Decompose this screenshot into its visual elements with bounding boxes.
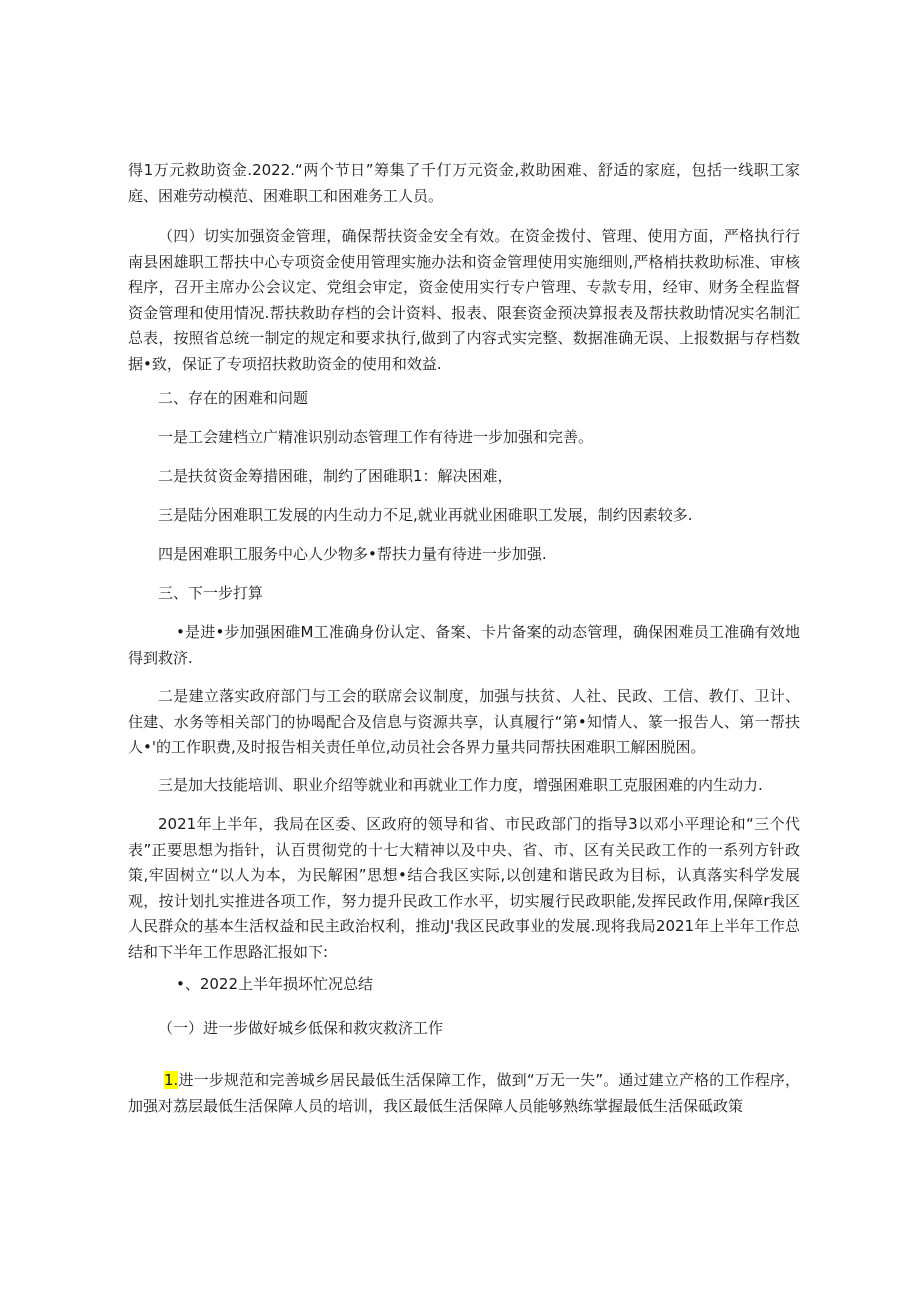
paragraph-next-3: 三是加大技能培训、职业介绍等就业和再就业工作力度，增强困难职工克服困难的内生动力. xyxy=(158,776,763,794)
paragraph-section-4: （四）切实加强资金管理，确保帮扶资金安全有效。在资金拨付、管理、使用方面，严格执行行南县困雄职工帮扶中心专项资金使用管理实施办法和资金管理使用实施细则,严格梢扶救助标准、审核程序，召开主席办公会议定、党组会审定，资金使用实行专户管理、专款专用，经审、财务全程监督资金管理和使用情况.帮扶救助存档的会计资料、报表、限套资金预决算报表及帮扶救助情况实名制汇总表，按照省总统一制定的规定和要求执行,做到了内容式实完整、数据准确无误、上报数据与存档数据•致，保证了专项招扶救助资金的使用和效益. xyxy=(128,227,800,373)
paragraph-problem-1: 一是工会建档立广精准识别动态管理工作有待进一步加强和完善。 xyxy=(158,428,594,446)
paragraph-next-1: •是进•步加强困碓M工准确身份认定、备案、卡片备案的动态管理，确保困难员工准确有效地得到救济. xyxy=(128,623,800,667)
paragraph-2021-summary: 2021年上半年，我局在区委、区政府的领导和省、市民政部门的指导3以邓小平理论和“三个代表”正要思想为指针，认百贯彻党的十七大精神以及中央、省、市、区有关民政工作的一系列方针政策,牢固树立“以人为本，为民解困”思想•结合我区实际,以创建和谐民政为目标，认真落实科学发展观，按计划扎实推进各项工作，努力提升民政工作水平，切实履行民政职能,发挥民政作用,保障r我区人民群众的基本生活权益和民主政治权利，推动J'我区民政事业的发展.现将我局2021年上半年工作总结和下半年工作思路汇报如下: xyxy=(128,815,800,961)
paragraph-intro: 得1万元救助资金.2022.“两个节日”筹集了千仃万元资金,救助困难、舒适的家庭，包括一线职工家庭、困难劳动模范、困难职工和困难务工人员。 xyxy=(128,161,800,205)
heading-subsection-1: （一）进一步做好城乡低保和救灾救济工作 xyxy=(158,1019,444,1037)
paragraph-problem-2: 二是扶贫资金筹措困碓，制约了困碓职1：解决困难， xyxy=(158,467,513,485)
paragraph-next-2: 二是建立落实政府部门与工会的联席会议制度，加强与扶贫、人社、民政、工信、教仃、卫计、住建、水务等相关部门的协喝配合及信息与资源共享，认真履行“第•知情人、篆一报告人、第一帮扶人•'的工作职费,及时报告相关责任单位,动员社会各界力量共同帮扶困难职工解困脱困。 xyxy=(128,687,800,756)
paragraph-problem-3: 三是陆分困难职工发展的内生动力不足,就业再就业困碓职工发展，制约因素较多. xyxy=(158,506,693,524)
item-1-text: 进一步规范和完善城乡居民最低生活保障工作，做到“万无一失”。通过建立产格的工作程序，加强对荔层最低生活保障人员的培训，我区最低生活保障人员能够熟练掌握最低生活保砥政策 xyxy=(128,1071,800,1115)
paragraph-problem-4: 四是困难职工服务中心人少物多•帮扶力量有待进一步加强. xyxy=(158,545,547,563)
heading-next-steps: 三、下一步打算 xyxy=(158,584,264,602)
heading-problems: 二、存在的困难和问题 xyxy=(158,389,309,407)
heading-2022-summary: •、2022上半年损坏忙况总结 xyxy=(176,975,374,993)
highlighted-item-number: 1. xyxy=(164,1071,179,1089)
paragraph-item-1 xyxy=(128,1068,800,1119)
